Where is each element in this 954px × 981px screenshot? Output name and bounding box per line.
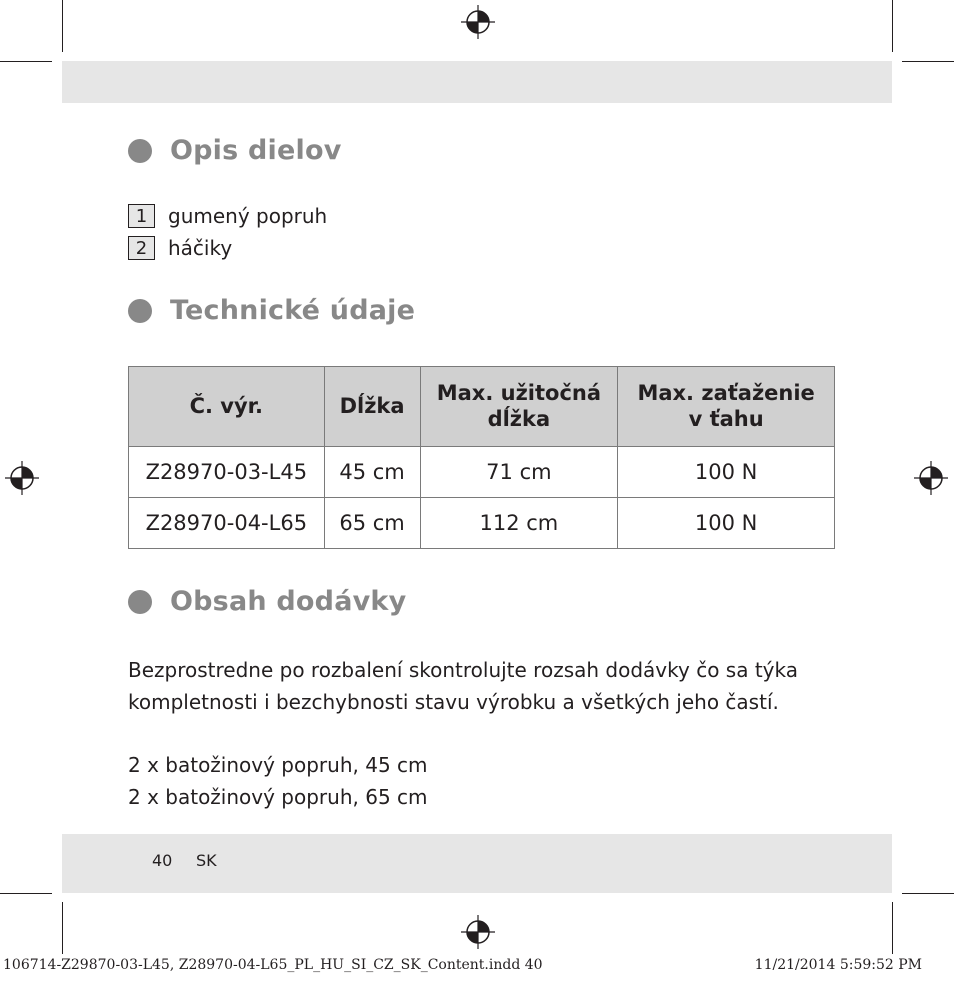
bullet-icon xyxy=(128,590,152,614)
footer-band xyxy=(62,834,892,893)
crop-mark xyxy=(902,893,954,894)
crop-mark xyxy=(892,0,893,52)
table-header-row xyxy=(129,367,835,447)
section-title: Technické údaje xyxy=(170,295,416,326)
table-header-cell: Č. výr. xyxy=(129,367,325,447)
part-number-box: 1 xyxy=(128,204,155,228)
section-title: Obsah dodávky xyxy=(170,586,407,617)
paragraph-line: Bezprostredne po rozbalení skontrolujte rozsah dodávky čo sa týka xyxy=(128,658,798,682)
section-heading-tech xyxy=(128,295,415,326)
page-number: 40 xyxy=(152,851,173,870)
section-heading-parts xyxy=(128,135,342,166)
table-cell: 112 cm xyxy=(420,498,618,549)
table-cell: 71 cm xyxy=(420,447,618,498)
table-cell: 65 cm xyxy=(324,498,420,549)
crop-mark xyxy=(0,61,52,62)
contents-list xyxy=(128,749,428,813)
table-cell: 100 N xyxy=(618,498,835,549)
slug-datetime: 11/21/2014 5:59:52 PM xyxy=(754,957,922,973)
crop-mark xyxy=(0,893,52,894)
header-band xyxy=(62,61,892,103)
crop-mark xyxy=(62,0,63,52)
bullet-icon xyxy=(128,139,152,163)
contents-paragraph xyxy=(128,654,798,718)
part-number-box: 2 xyxy=(128,236,155,260)
part-label: gumený popruh xyxy=(168,204,328,228)
specs-table xyxy=(128,366,835,549)
table-cell: Z28970-03-L45 xyxy=(129,447,325,498)
registration-mark-icon xyxy=(461,915,495,949)
table-row xyxy=(129,498,835,549)
table-cell: 45 cm xyxy=(324,447,420,498)
crop-mark xyxy=(902,61,954,62)
parts-list-item xyxy=(128,236,232,260)
crop-mark xyxy=(62,902,63,954)
list-item: 2 x batožinový popruh, 45 cm xyxy=(128,753,428,777)
list-item: 2 x batožinový popruh, 65 cm xyxy=(128,785,428,809)
registration-mark-icon xyxy=(5,461,39,495)
table-row xyxy=(129,447,835,498)
table-header-cell: Max. užitočná dĺžka xyxy=(420,367,618,447)
registration-mark-icon xyxy=(461,5,495,39)
table-cell: 100 N xyxy=(618,447,835,498)
paragraph-line: kompletnosti i bezchybnosti stavu výrobku a všetkých jeho častí. xyxy=(128,690,779,714)
language-code: SK xyxy=(196,851,217,870)
section-heading-contents xyxy=(128,586,406,617)
registration-mark-icon xyxy=(914,461,948,495)
section-title: Opis dielov xyxy=(170,135,342,166)
table-header-cell: Max. zaťaženie v ťahu xyxy=(618,367,835,447)
part-label: háčiky xyxy=(168,236,233,260)
crop-mark xyxy=(892,902,893,954)
parts-list-item xyxy=(128,204,327,228)
table-header-cell: Dĺžka xyxy=(324,367,420,447)
slug-file-info: 106714-Z29870-03-L45, Z28970-04-L65_PL_HU_SI_CZ_SK_Content.indd 40 xyxy=(3,957,543,973)
table-cell: Z28970-04-L65 xyxy=(129,498,325,549)
bullet-icon xyxy=(128,299,152,323)
